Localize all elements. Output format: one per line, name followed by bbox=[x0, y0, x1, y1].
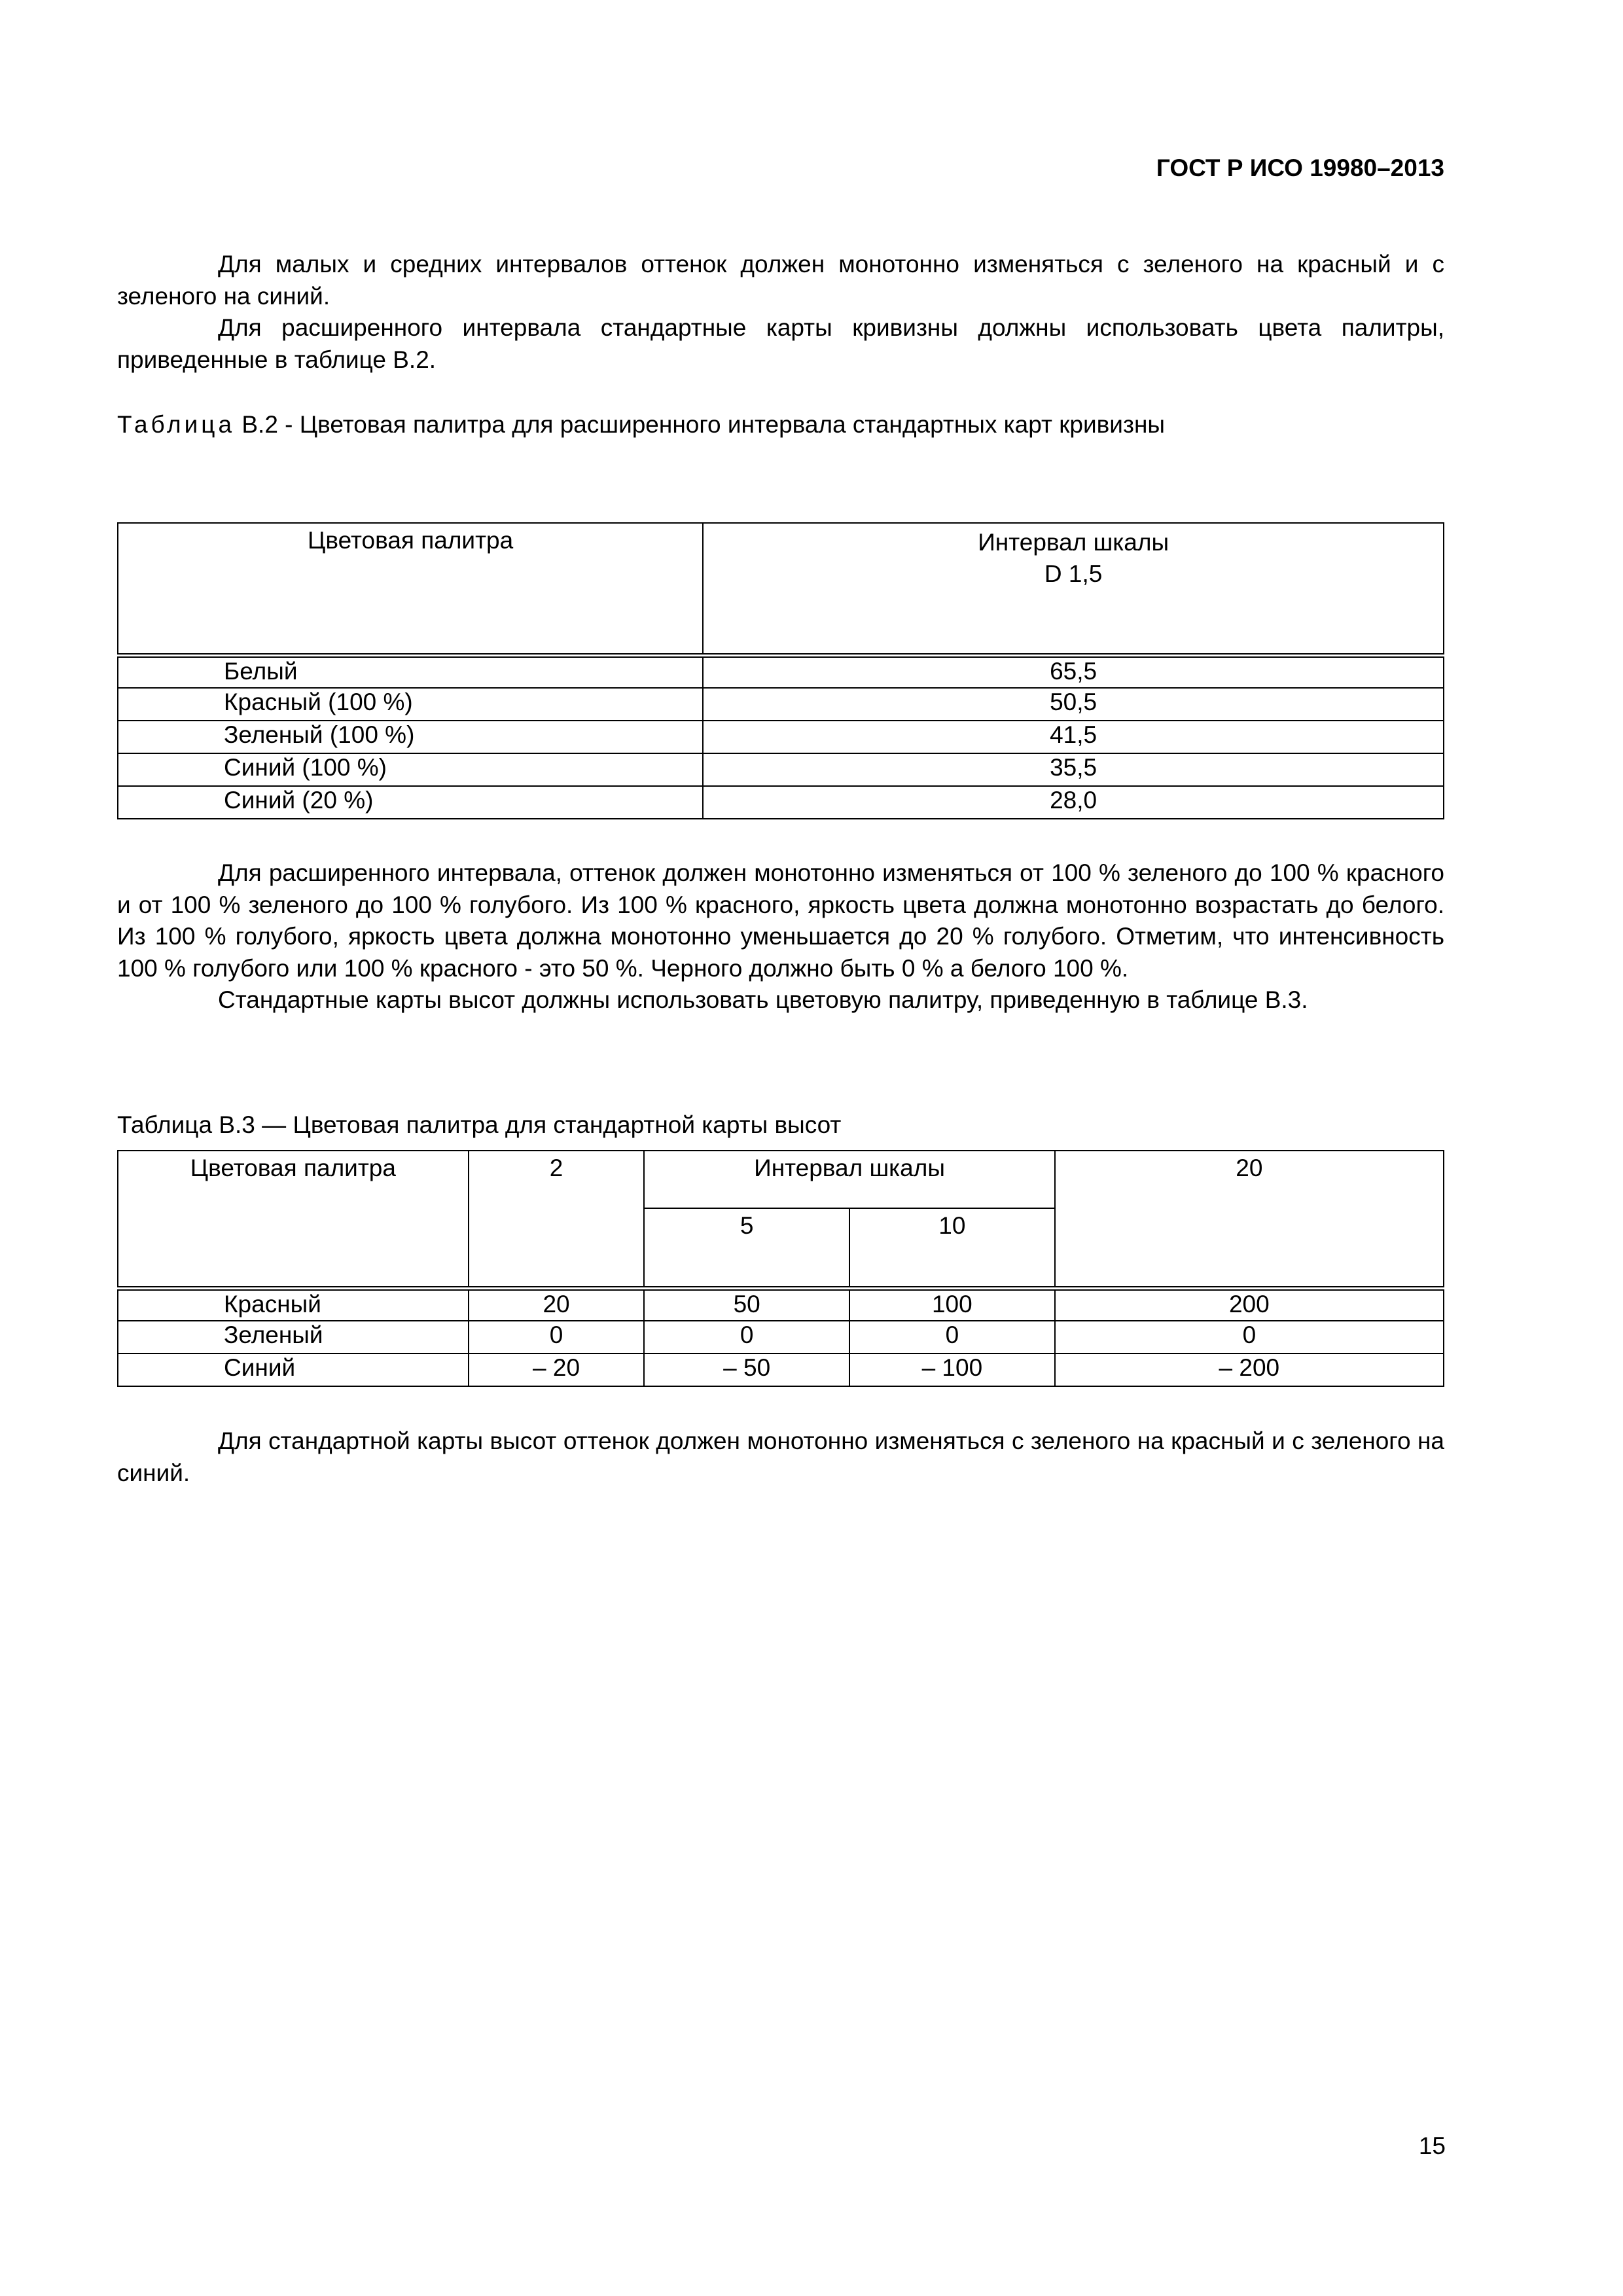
middle-text bbox=[117, 857, 1444, 1016]
table-b3-value-20: – 200 bbox=[1055, 1354, 1444, 1386]
page-number: 15 bbox=[1418, 2132, 1446, 2159]
table-b3-value-10: – 100 bbox=[849, 1354, 1055, 1386]
middle-paragraph-2 bbox=[117, 984, 1444, 1016]
table-row bbox=[118, 1354, 1444, 1386]
table-b3-value-2: – 20 bbox=[469, 1354, 645, 1386]
table-b3 bbox=[117, 1150, 1444, 1387]
table-row bbox=[118, 1288, 1444, 1321]
table-b2-color-name: Синий (20 %) bbox=[118, 786, 703, 819]
table-b3-header-interval-10: 10 bbox=[849, 1208, 1055, 1288]
table-b3-value-2: 20 bbox=[469, 1288, 645, 1321]
table-b3-header-interval-20: 20 bbox=[1055, 1151, 1444, 1288]
middle-paragraph-1 bbox=[117, 857, 1444, 984]
table-row bbox=[118, 786, 1444, 819]
table-b2-caption bbox=[117, 411, 1165, 439]
table-b3-color-name: Зеленый bbox=[118, 1321, 469, 1354]
table-b3-color-name: Синий bbox=[118, 1354, 469, 1386]
table-b3-value-5: – 50 bbox=[644, 1354, 849, 1386]
intro-paragraph-2-text: Для расширенного интервала стандартные карты кривизны должны использовать цвета палитры, приведенные в таблице В.2. bbox=[117, 314, 1444, 373]
table-b2-interval-value: 50,5 bbox=[703, 688, 1444, 721]
table-b3-value-2: 0 bbox=[469, 1321, 645, 1354]
document-code-header: ГОСТ Р ИСО 19980–2013 bbox=[1156, 154, 1444, 181]
table-b2-interval-value: 65,5 bbox=[703, 655, 1444, 688]
table-b2-caption-label: Таблица bbox=[117, 411, 236, 438]
intro-paragraph-1 bbox=[117, 249, 1444, 312]
table-b2-interval-value: 41,5 bbox=[703, 721, 1444, 753]
table-b3-header-interval-5: 5 bbox=[644, 1208, 849, 1288]
closing-paragraph-1 bbox=[117, 1426, 1444, 1489]
closing-text bbox=[117, 1426, 1444, 1489]
table-b2-header-interval-text: Интервал шкалы bbox=[978, 529, 1169, 556]
table-b3-value-10: 100 bbox=[849, 1288, 1055, 1321]
table-b2-header-row bbox=[118, 523, 1444, 655]
table-row bbox=[118, 721, 1444, 753]
table-b2-color-name: Зеленый (100 %) bbox=[118, 721, 703, 753]
intro-paragraph-2 bbox=[117, 312, 1444, 376]
table-b3-value-20: 0 bbox=[1055, 1321, 1444, 1354]
table-row bbox=[118, 688, 1444, 721]
table-b2 bbox=[117, 522, 1444, 819]
table-b3-header-interval-2: 2 bbox=[469, 1151, 645, 1288]
table-b3-color-name: Красный bbox=[118, 1288, 469, 1321]
table-b3-value-5: 50 bbox=[644, 1288, 849, 1321]
table-row bbox=[118, 753, 1444, 786]
table-b3-value-5: 0 bbox=[644, 1321, 849, 1354]
table-b3-value-10: 0 bbox=[849, 1321, 1055, 1354]
table-row bbox=[118, 655, 1444, 688]
closing-paragraph-1-text: Для стандартной карты высот оттенок должен монотонно изменяться с зеленого на красный и с зеленого на синий. bbox=[117, 1427, 1444, 1486]
table-b3-value-20: 200 bbox=[1055, 1288, 1444, 1321]
table-b2-caption-text: В.2 - Цветовая палитра для расширенного интервала стандартных карт кривизны bbox=[241, 411, 1165, 438]
table-b3-header-palette: Цветовая палитра bbox=[118, 1151, 469, 1288]
table-b3-header-interval: Интервал шкалы bbox=[644, 1151, 1054, 1208]
intro-paragraph-1-text: Для малых и средних интервалов оттенок должен монотонно изменяться с зеленого на красный и с зеленого на синий. bbox=[117, 251, 1444, 310]
table-row bbox=[118, 1321, 1444, 1354]
middle-paragraph-1-text: Для расширенного интервала, оттенок должен монотонно изменяться от 100 % зеленого до 100 % красного и от 100 % зеленого до 100 % голубого. Из 100 % красного, яркость цвета должна монотонно возрастать до белого. Из 100 % голубого, яркость цвета должна монотонно уменьшается до 20 % голубого. Отметим, что интенсивность 100 % голубого или 100 % красного - это 50 %. Черного должно быть 0 % а белого 100 %. bbox=[117, 859, 1444, 982]
intro-text bbox=[117, 249, 1444, 376]
table-b3-caption: Таблица В.3 — Цветовая палитра для стандартной карты высот bbox=[117, 1111, 842, 1138]
table-b2-header-interval bbox=[703, 523, 1444, 655]
table-b2-color-name: Белый bbox=[118, 655, 703, 688]
table-b2-interval-value: 35,5 bbox=[703, 753, 1444, 786]
table-b2-color-name: Синий (100 %) bbox=[118, 753, 703, 786]
table-b2-interval-value: 28,0 bbox=[703, 786, 1444, 819]
table-b2-header-interval-sub: D 1,5 bbox=[1044, 560, 1103, 587]
table-b2-color-name: Красный (100 %) bbox=[118, 688, 703, 721]
middle-paragraph-2-text: Стандартные карты высот должны использовать цветовую палитру, приведенную в таблице В.3. bbox=[218, 986, 1308, 1013]
table-b3-header-row-1 bbox=[118, 1151, 1444, 1208]
table-b2-header-palette: Цветовая палитра bbox=[118, 523, 703, 655]
